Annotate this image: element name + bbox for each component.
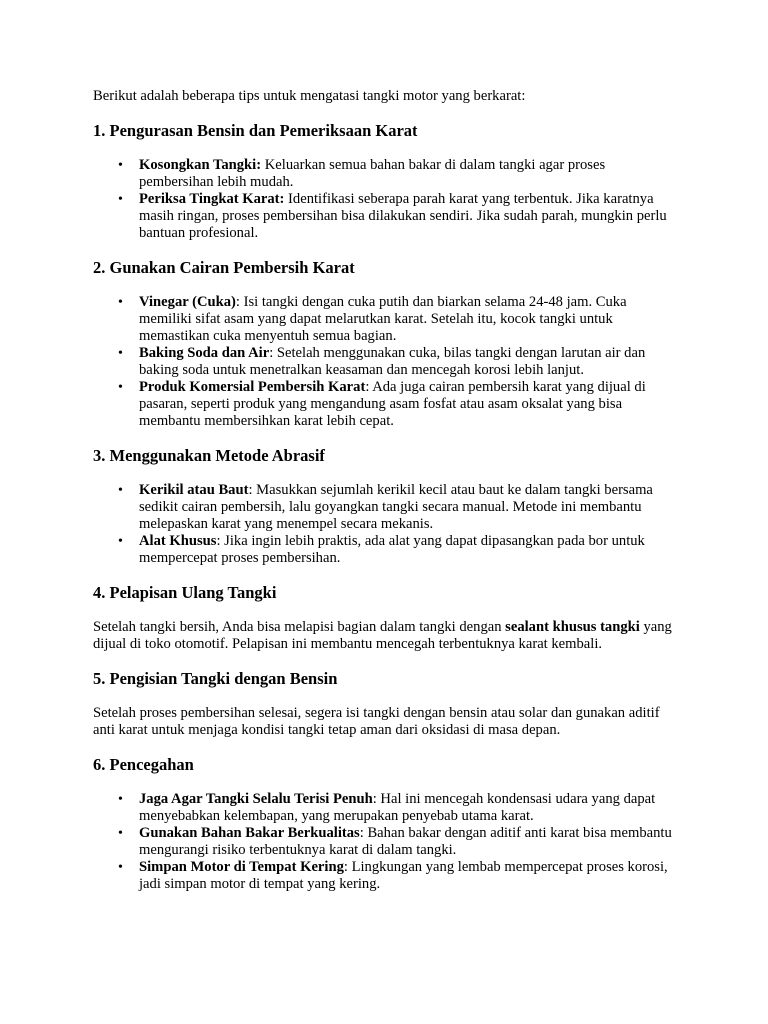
item-text: : Ada juga cairan pembersih karat yang dijual di pasaran, seperti produk yang mengandung asam fosfat atau asam oksalat yang bisa membantu membersihkan karat lebih cepat. xyxy=(139,379,646,429)
bullet-icon: • xyxy=(118,860,123,875)
bullet-icon: • xyxy=(118,192,123,207)
section-heading: 3. Menggunakan Metode Abrasif xyxy=(93,446,325,465)
item-term: Kosongkan Tangki: xyxy=(139,157,262,173)
list-item xyxy=(118,482,678,533)
bullet-icon: • xyxy=(118,792,123,807)
item-term: Vinegar (Cuka) xyxy=(139,294,236,310)
section-heading: 1. Pengurasan Bensin dan Pemeriksaan Karat xyxy=(93,121,418,140)
section-heading: 5. Pengisian Tangki dengan Bensin xyxy=(93,669,338,688)
item-text: : Isi tangki dengan cuka putih dan biarkan selama 24-48 jam. Cuka memiliki sifat asam yang dapat melarutkan karat. Setelah itu, kocok tangki untuk memastikan cuka menyentuh semua bagian. xyxy=(139,294,627,344)
item-text: : Jika ingin lebih praktis, ada alat yang dapat dipasangkan pada bor untuk mempercepat proses pembersihan. xyxy=(139,533,645,566)
item-text: : Setelah menggunakan cuka, bilas tangki dengan larutan air dan baking soda untuk menetralkan keasaman dan mencegah korosi lebih lanjut. xyxy=(139,345,646,378)
bullet-icon: • xyxy=(118,534,123,549)
item-term: Baking Soda dan Air xyxy=(139,345,270,361)
bullet-icon: • xyxy=(118,346,123,361)
item-term: Produk Komersial Pembersih Karat xyxy=(139,379,366,395)
list-item xyxy=(118,859,678,893)
list-item xyxy=(118,533,678,567)
bullet-icon: • xyxy=(118,158,123,173)
item-text: : Hal ini mencegah kondensasi udara yang dapat menyebabkan kelembapan, yang merupakan penyebab utama karat. xyxy=(139,791,656,824)
list-item xyxy=(118,294,678,345)
paragraph-text: Setelah tangki bersih, Anda bisa melapisi bagian dalam tangki dengan xyxy=(93,619,506,635)
item-text: : Bahan bakar dengan aditif anti karat bisa membantu mengurangi risiko terbentuknya karat di dalam tangki. xyxy=(139,825,672,858)
bullet-list xyxy=(93,482,678,567)
item-term: Gunakan Bahan Bakar Berkualitas xyxy=(139,825,360,841)
bullet-icon: • xyxy=(118,483,123,498)
list-item xyxy=(118,345,678,379)
item-term: Jaga Agar Tangki Selalu Terisi Penuh xyxy=(139,791,373,807)
section-heading: 4. Pelapisan Ulang Tangki xyxy=(93,583,277,602)
list-item xyxy=(118,791,678,825)
bullet-icon: • xyxy=(118,380,123,395)
paragraph-bold-text: sealant khusus tangki xyxy=(505,619,640,635)
item-term: Alat Khusus xyxy=(139,533,217,549)
paragraph-text: yang dijual di toko otomotif. Pelapisan ini membantu mencegah terbentuknya karat kembali. xyxy=(93,619,672,652)
list-item xyxy=(118,379,678,430)
item-term: Periksa Tingkat Karat: xyxy=(139,191,285,207)
section-heading: 6. Pencegahan xyxy=(93,755,194,774)
item-text: : Lingkungan yang lembab mempercepat proses korosi, jadi simpan motor di tempat yang kering. xyxy=(139,859,668,892)
list-item xyxy=(118,191,678,242)
section-heading: 2. Gunakan Cairan Pembersih Karat xyxy=(93,258,355,277)
section-paragraph xyxy=(93,619,678,653)
intro-paragraph: Berikut adalah beberapa tips untuk mengatasi tangki motor yang berkarat: xyxy=(93,88,526,104)
item-text: Identifikasi seberapa parah karat yang terbentuk. Jika karatnya masih ringan, proses pembersihan bisa dilakukan sendiri. Jika sudah parah, mungkin perlu bantuan profesional. xyxy=(139,191,667,241)
bullet-icon: • xyxy=(118,826,123,841)
list-item xyxy=(118,825,678,859)
bullet-icon: • xyxy=(118,295,123,310)
item-term: Kerikil atau Baut xyxy=(139,482,249,498)
bullet-list xyxy=(93,294,678,430)
bullet-list xyxy=(93,157,678,242)
section-paragraph: Setelah proses pembersihan selesai, segera isi tangki dengan bensin atau solar dan gunakan aditif anti karat untuk menjaga kondisi tangki tetap aman dari oksidasi di masa depan. xyxy=(93,705,660,738)
item-text: : Masukkan sejumlah kerikil kecil atau baut ke dalam tangki bersama sedikit cairan pembersih, lalu goyangkan tangki secara manual. Metode ini membantu melepaskan karat yang menempel secara mekanis. xyxy=(139,482,653,532)
item-text: Keluarkan semua bahan bakar di dalam tangki agar proses pembersihan lebih mudah. xyxy=(139,157,606,190)
item-term: Simpan Motor di Tempat Kering xyxy=(139,859,344,875)
list-item xyxy=(118,157,678,191)
bullet-list xyxy=(93,791,678,893)
